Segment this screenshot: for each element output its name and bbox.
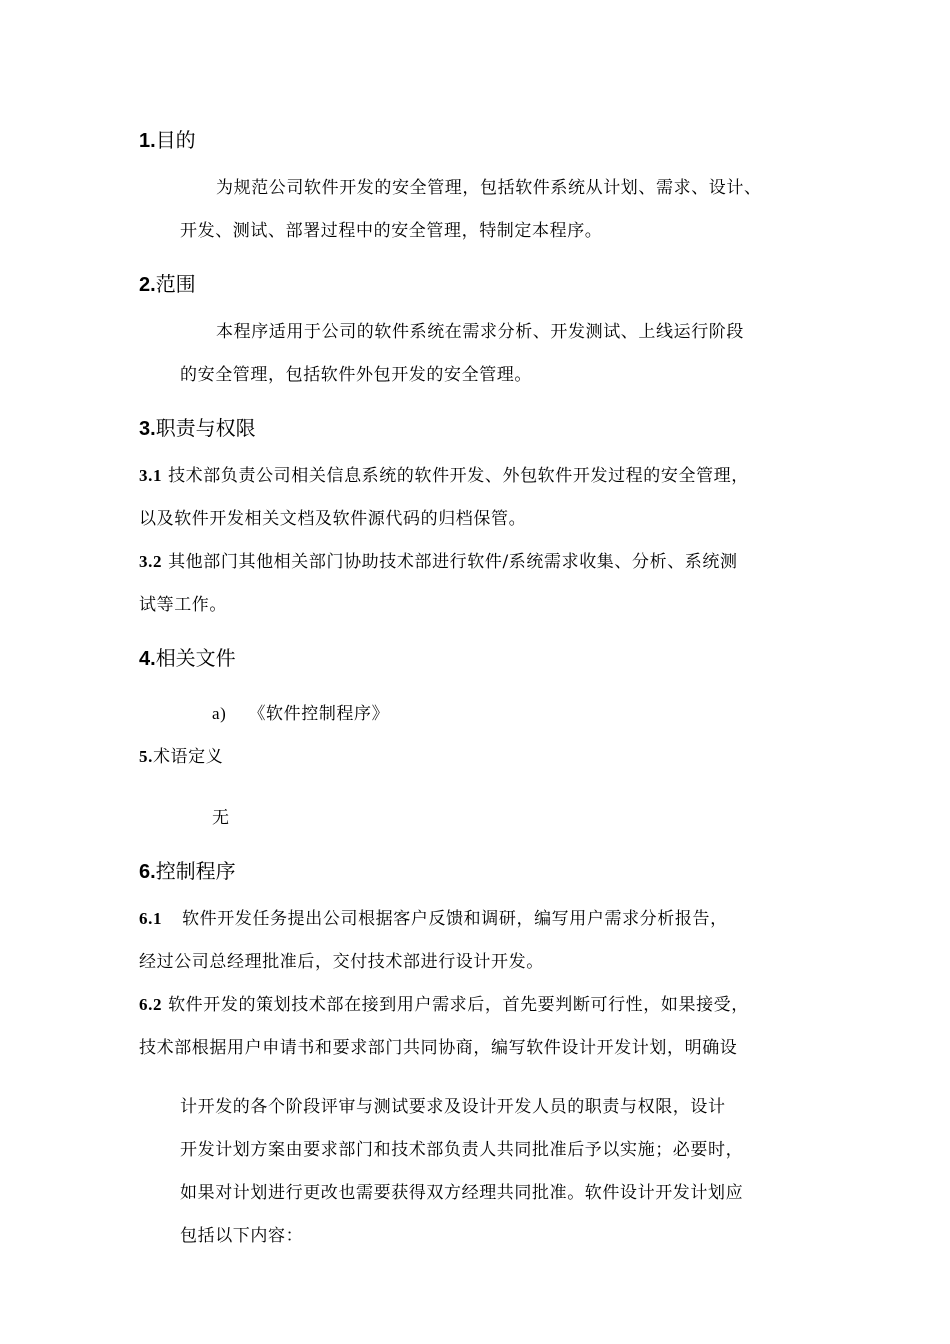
- clause-6-2-line: [139, 994, 749, 1016]
- section-number: 4.: [139, 648, 156, 670]
- clause-6-1-line: [139, 908, 728, 930]
- clause-number: 6.1: [139, 909, 163, 928]
- section-title: 术语定义: [152, 747, 224, 767]
- paragraph-line: 无: [212, 808, 230, 828]
- clause-number: 3.1: [139, 466, 163, 485]
- clause-3-2-line: [139, 551, 738, 573]
- section-number: 3.: [139, 418, 156, 440]
- paragraph-line: 的安全管理，包括软件外包开发的安全管理。: [180, 365, 532, 385]
- paragraph-line: 开发计划方案由要求部门和技术部负责人共同批准后予以实施；必要时，: [180, 1140, 744, 1160]
- section-heading-2: [139, 271, 196, 298]
- section-heading-3: [139, 415, 256, 442]
- list-item-text: 《软件控制程序》: [248, 704, 390, 724]
- section-heading-6: [139, 858, 236, 885]
- section-heading-1: [139, 127, 196, 154]
- clause-number: 3.2: [139, 552, 163, 571]
- clause-number: 6.2: [139, 995, 163, 1014]
- list-item: [212, 703, 389, 725]
- section-title: 目的: [155, 128, 196, 152]
- paragraph-line: 试等工作。: [139, 595, 227, 615]
- section-title: 范围: [155, 272, 196, 296]
- clause-text: 软件开发任务提出公司根据客户反馈和调研，编写用户需求分析报告，: [182, 909, 728, 929]
- clause-3-1-line: [139, 465, 749, 487]
- section-number: 5.: [139, 747, 153, 766]
- clause-text: 软件开发的策划技术部在接到用户需求后，首先要判断可行性，如果接受，: [168, 995, 749, 1015]
- paragraph-line: 开发、测试、部署过程中的安全管理，特制定本程序。: [180, 221, 603, 241]
- section-number: 1.: [139, 130, 156, 152]
- section-title: 相关文件: [155, 646, 236, 670]
- section-title: 职责与权限: [155, 416, 256, 440]
- paragraph-line: 为规范公司软件开发的安全管理，包括软件系统从计划、需求、设计、: [216, 178, 762, 198]
- clause-text: 其他部门其他相关部门协助技术部进行软件/系统需求收集、分析、系统测: [168, 552, 738, 572]
- section-title: 控制程序: [155, 859, 236, 883]
- section-number: 2.: [139, 274, 156, 296]
- section-number: 6.: [139, 861, 156, 883]
- paragraph-line: 如果对计划进行更改也需要获得双方经理共同批准。软件设计开发计划应: [180, 1183, 744, 1203]
- paragraph-line: 计开发的各个阶段评审与测试要求及设计开发人员的职责与权限，设计: [180, 1097, 726, 1117]
- section-heading-4: [139, 645, 236, 672]
- paragraph-line: 以及软件开发相关文档及软件源代码的归档保管。: [139, 509, 527, 529]
- clause-text: 技术部负责公司相关信息系统的软件开发、外包软件开发过程的安全管理，: [168, 466, 749, 486]
- paragraph-line: 技术部根据用户申请书和要求部门共同协商，编写软件设计开发计划，明确设: [139, 1038, 738, 1058]
- paragraph-line: 经过公司总经理批准后，交付技术部进行设计开发。: [139, 952, 544, 972]
- paragraph-line: 本程序适用于公司的软件系统在需求分析、开发测试、上线运行阶段: [216, 322, 744, 342]
- paragraph-line: 包括以下内容：: [180, 1226, 304, 1246]
- list-marker: a): [212, 704, 227, 723]
- section-heading-5: [139, 746, 223, 768]
